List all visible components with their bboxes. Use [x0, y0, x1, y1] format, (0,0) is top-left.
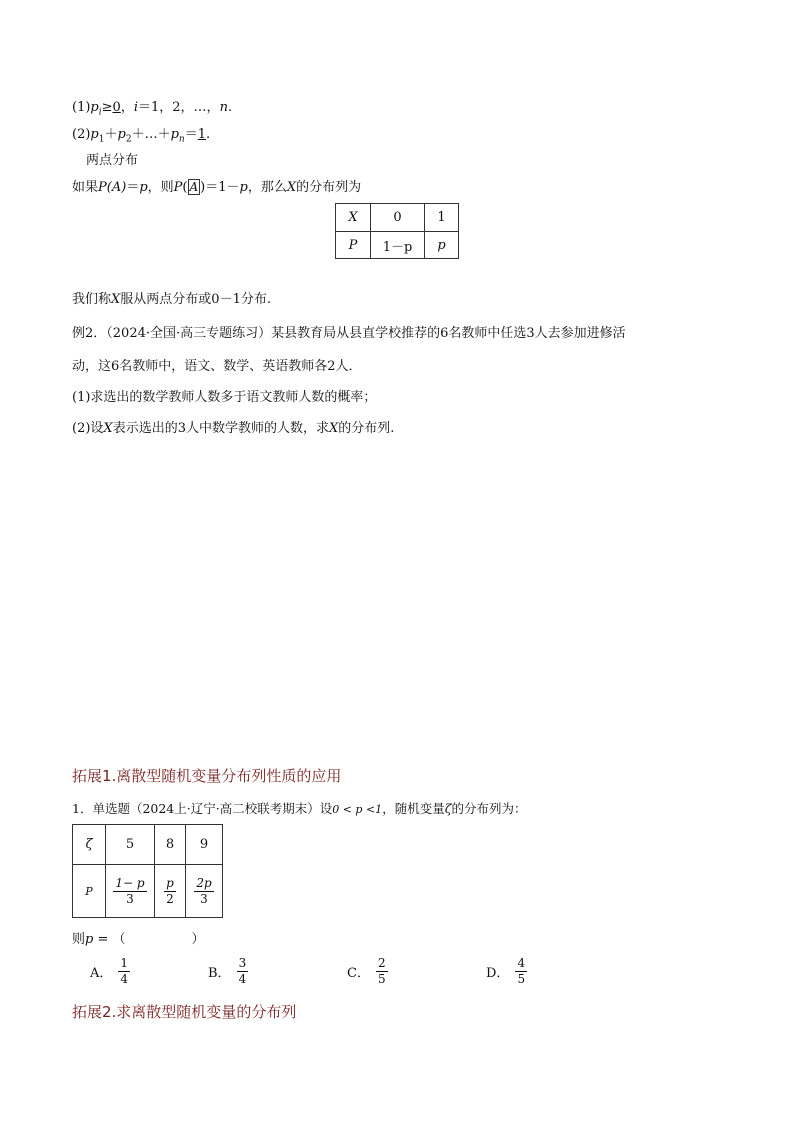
q2-X2: X: [328, 421, 339, 436]
q2-text-a: (2)设: [72, 421, 104, 436]
option-b[interactable]: [208, 956, 248, 987]
q2-X: X: [103, 421, 113, 436]
def-P2: P: [173, 180, 183, 195]
def-X: X: [286, 180, 297, 195]
def-p2: p: [239, 180, 248, 195]
fraction-denominator: 4: [238, 972, 247, 986]
def-text1: 如果: [72, 180, 99, 195]
example2-line2: 动，这6名教师中，语文、数学、英语教师各2人．: [72, 359, 362, 374]
fraction-numerator: 2: [377, 956, 386, 970]
fraction: [515, 956, 527, 987]
def-P: P: [98, 180, 107, 195]
ext1-q-text3: 的分布列为：: [451, 801, 527, 816]
cond2-end: .: [206, 127, 211, 142]
option-label: A．: [90, 966, 113, 981]
table1-cell: P: [336, 232, 371, 259]
fraction-denominator: 2: [166, 891, 174, 906]
cond2-p2: p: [117, 127, 126, 142]
ask-close: ）: [191, 932, 205, 947]
cond2-plus1: ＋: [104, 127, 118, 142]
cond1-end: .: [227, 100, 233, 115]
ext1-q-text2: ，随机变量: [382, 801, 445, 816]
conclusion-text4: 分布.: [240, 292, 271, 307]
fraction-numerator: 3: [238, 956, 247, 970]
fraction-numerator: 1− p: [115, 875, 145, 890]
fraction-numerator: p: [166, 875, 174, 890]
table2-cell: 8: [155, 825, 186, 865]
table2-cell: [155, 865, 186, 918]
table1-cell: 1: [425, 204, 459, 232]
conclusion-X: X: [111, 292, 121, 307]
fraction: [194, 876, 213, 907]
table1-cell: X: [336, 204, 371, 232]
ext1-question: [72, 799, 527, 817]
table2-cell: [106, 865, 155, 918]
fraction: [376, 956, 388, 987]
fraction-numerator: 4: [517, 956, 526, 970]
cond1-n: n: [219, 100, 228, 115]
cond1-p: p: [90, 100, 99, 115]
example2-line1: 例2．（2024·全国·高三专题练习）某县教育局从县直学校推荐的6名教师中任选3人去参加进修活: [72, 326, 626, 341]
conclusion-line: [72, 288, 271, 307]
extension-2-header: 拓展2.求离散型随机变量的分布列: [72, 1003, 297, 1021]
option-label: B．: [208, 966, 231, 981]
table1-row2: [336, 232, 459, 259]
cond1-sep: ，: [120, 100, 134, 115]
fraction: [118, 956, 130, 987]
q2-text-b: 表示选出的3人中数学教师的人数，求: [112, 421, 329, 436]
option-a[interactable]: [90, 956, 130, 987]
ext1-ask-line: [72, 928, 205, 947]
def-tail: ，那么: [247, 180, 287, 195]
fraction-denominator: 3: [200, 891, 208, 906]
fraction-denominator: 5: [377, 972, 386, 986]
ask-p: p: [85, 932, 94, 947]
table2-cell: 5: [106, 825, 155, 865]
ext1-q-text1: 1．单选题（2024上·辽宁·高二校联考期末）设: [72, 801, 333, 816]
def-A: (A): [106, 180, 127, 195]
zeta-distribution-table: [72, 824, 223, 918]
cond2-sub2: 2: [125, 134, 132, 145]
two-point-heading: 两点分布: [86, 153, 139, 168]
def-A-bar: A: [189, 180, 199, 194]
option-label: D．: [486, 966, 510, 981]
table2-row2: [73, 865, 223, 918]
fraction-denominator: 4: [120, 972, 129, 986]
table2-cell: ζ: [73, 825, 106, 865]
cond2-prefix: (2): [72, 127, 91, 142]
example2-question2: [72, 417, 394, 436]
two-point-table: [335, 203, 459, 259]
cond1-sub: i: [98, 107, 102, 118]
fraction-numerator: 2p: [196, 875, 212, 890]
option-label: C．: [347, 966, 370, 981]
conclusion-text2: 服从两点分布或: [120, 292, 212, 307]
def-mid: ，则: [147, 180, 174, 195]
cond2-one: 1: [197, 127, 206, 142]
cond1-i: i: [133, 100, 139, 115]
fraction: [164, 876, 176, 907]
cond2-eq: ＝: [184, 127, 198, 142]
ask-eq: = （: [93, 932, 126, 947]
table1-cell: p: [425, 232, 459, 259]
fraction: [237, 956, 249, 987]
q2-text-c: 的分布列.: [338, 421, 395, 436]
condition-1: [72, 96, 232, 118]
cond2-p1: p: [90, 127, 99, 142]
fraction-numerator: 1: [120, 956, 129, 970]
def-rest: ＝1－: [205, 180, 240, 195]
table2-row1: [73, 825, 223, 865]
cond1-ge: ≥: [101, 100, 113, 115]
conclusion-text3: 0－1: [211, 292, 241, 307]
cond2-pn: p: [170, 127, 179, 142]
cond2-plus2: ＋…＋: [131, 127, 171, 142]
fraction-denominator: 5: [517, 972, 526, 986]
cond2-subn: n: [178, 134, 185, 145]
fraction: [113, 876, 146, 907]
cond1-range: ＝1，2，…，: [138, 100, 220, 115]
table2-cell: 9: [186, 825, 223, 865]
ask-text: 则: [72, 932, 86, 947]
fraction-denominator: 3: [126, 891, 134, 906]
table1-cell: 1－p: [371, 232, 425, 259]
def-eq: ＝: [126, 180, 140, 195]
cond2-sub1: 1: [98, 134, 105, 145]
cond1-prefix: (1): [72, 100, 91, 115]
table2-cell: P: [73, 865, 106, 918]
table1-row1: [336, 204, 459, 232]
def-end: 的分布列为: [296, 180, 362, 195]
ext1-q-zeta: ζ: [444, 801, 452, 816]
option-c[interactable]: [347, 956, 388, 987]
ext1-q-cond: 0 < p <1: [332, 803, 383, 816]
def-p: p: [139, 180, 148, 195]
condition-2: [72, 123, 210, 145]
table2-cell: [186, 865, 223, 918]
option-d[interactable]: [486, 956, 527, 987]
example2-question1: (1)求选出的数学教师人数多于语文教师人数的概率；: [72, 390, 377, 405]
conclusion-text1: 我们称: [72, 292, 112, 307]
cond1-zero: 0: [112, 100, 121, 115]
table1-cell: 0: [371, 204, 425, 232]
extension-1-header: 拓展1.离散型随机变量分布列性质的应用: [72, 767, 342, 785]
definition-line: 如果P(A)＝p，则P( A )＝1－p，那么X的分布列为: [72, 180, 362, 195]
